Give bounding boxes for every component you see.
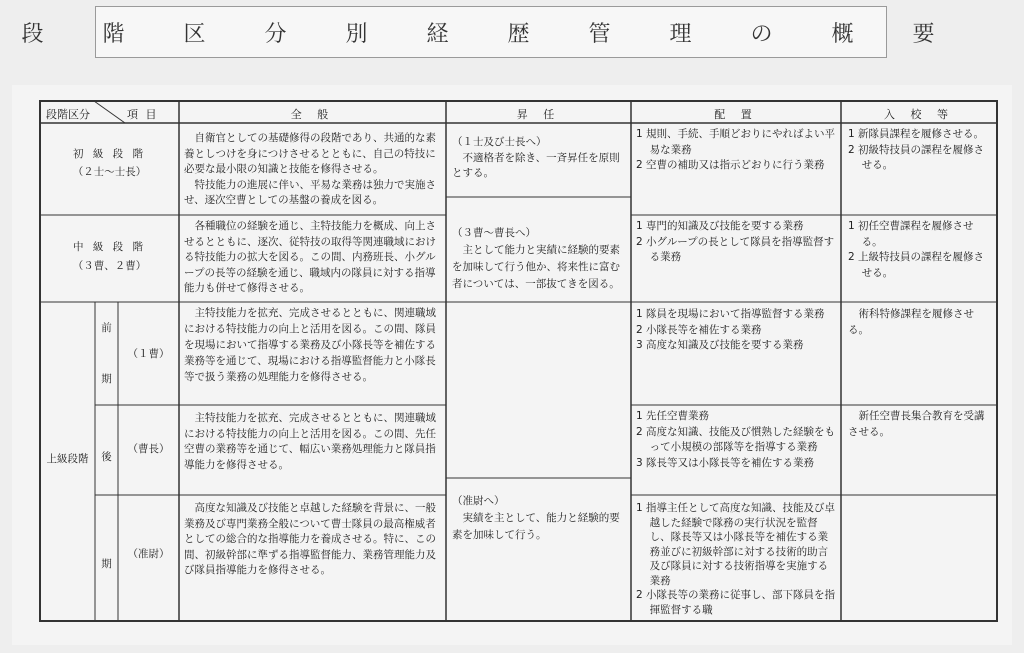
sgt1-general-p1: 主特技能力を拡充、完成させるとともに、関連職域における特技能力の向上と活用を図る。この間、隊員を現場において指導する業務及び小隊長等を補佐する業務等を通じて、現場における指導監督能力と小隊長等で扱う業務の処理能力を修得させる。 (184, 307, 436, 383)
sgt1-assignment-2: 2 小隊長等を補佐する業務 (636, 323, 762, 336)
header-promotion: 昇 任 (516, 108, 561, 121)
beginner-enrollment-1: 1 新隊員課程を履修させる。 (848, 128, 985, 140)
promotion-2-text: 主として能力と実績に経験的要素を加味して行う他か、将来性に富む者については、一部抜てきを図る。 (452, 244, 620, 290)
sgt1-assignment-1: 1 隊員を現場において指導監督する業務 (636, 308, 825, 320)
beginner-enrollment (848, 127, 993, 174)
sgtmajor-assignment-1: 1 先任空曹業務 (636, 410, 710, 422)
sgtmajor-rank: （曹長） (127, 443, 170, 455)
header-division: 段階区分 (46, 108, 90, 121)
wo-assignment-1: 1 指導主任として高度な知識、技能及び卓越した経験で隊務の実行状況を監督し、隊長等又は小隊長等を補佐する業務並びに初級幹部に対する技術的助言及び隊員に対する技術指導を実施する業務 (636, 502, 836, 587)
sgtmajor-general (184, 411, 442, 473)
beginner-stage-label: 初 級 段 階 (72, 148, 146, 160)
beginner-general-p2: 特技能力の進展に伴い、平易な業務は独力で実施させ、逐次空曹としての基盤の養成を図る。 (184, 178, 436, 206)
senior-late: 期 (101, 558, 112, 570)
beginner-general (184, 131, 442, 209)
sgtmajor-enrollment-1: 新任空曹長集合教育を受講させる。 (848, 410, 985, 438)
sgt1-enrollment-1: 術科特修課程を履修させる。 (848, 308, 974, 336)
promotion-2-head: （３曹～曹長へ） (452, 227, 536, 239)
senior-early-b: 期 (101, 373, 112, 385)
sgtmajor-enrollment (848, 409, 993, 440)
title-box (21, 6, 961, 58)
wo-general-p1: 高度な知識及び技能と卓越した経験を背景に、一般業務及び専門業務全般について曹士隊員の最高権威者としての総合的な指導能力を養成させる。特に、この間、初級幹部に準ずる指導監督能力、業務管理能力及び隊員指導能力を修得させる。 (184, 502, 436, 576)
wo-general (184, 501, 442, 579)
overview-table (12, 85, 1012, 645)
sgtmajor-assignment (636, 409, 836, 471)
sgt1-assignment-3: 3 高度な知識及び技能を要する業務 (636, 339, 804, 351)
beginner-assignment-1: 1 規則、手続、手順どおりにやればよい平易な業務 (636, 128, 836, 156)
intermediate-enrollment-1: 1 初任空曹課程を履修させる。 (848, 220, 974, 248)
beginner-ranks: （２士～士長） (72, 166, 147, 178)
sgt1-rank: （１曹） (127, 348, 170, 360)
intermediate-assignment-1: 1 専門的知識及び技能を要する業務 (636, 220, 804, 232)
sgt1-general (184, 305, 442, 385)
page-title: 段 階 区 分 別 経 歴 管 理 の 概 要 (21, 21, 961, 47)
sgtmajor-assignment-3: 3 隊長等又は小隊長等を補佐する業務 (636, 456, 815, 469)
promotion-1 (452, 135, 627, 182)
beginner-general-p1: 自衛官としての基礎修得の段階であり、共通的な素養としつけを身につけさせるとともに、自己の特技に必要な最小限の知識と技能を修得させる。 (184, 132, 436, 175)
intermediate-assignment (636, 219, 836, 266)
intermediate-assignment-2: 2 小グループの長として隊員を指導監督する業務 (636, 235, 835, 263)
intermediate-general-p1: 各種職位の経験を通じ、主特技能力を概成、向上させるとともに、逐次、従特技の取得等関連職域における特技能力の拡大を図る。この間、内務班長、小グループの長等の経験を通じ、職域内の隊員に対する指導能力も併せて修得させる。 (184, 220, 436, 294)
wo-assignment (636, 501, 836, 617)
header-assignment: 配 置 (714, 108, 758, 121)
promotion-1-text: 不適格者を除き、一斉昇任を原則とする。 (452, 151, 620, 179)
intermediate-general (184, 219, 442, 297)
promotion-2 (452, 225, 627, 293)
senior-mid: 後 (101, 451, 112, 463)
header-general: 全 般 (290, 108, 335, 121)
sgt1-enrollment (848, 307, 993, 338)
wo-assignment-2: 2 小隊長等の業務に従事し、部下隊員を指揮監督する職 (636, 589, 836, 616)
promotion-3-head: （准尉へ） (452, 495, 505, 507)
beginner-enrollment-2: 2 初級特技員の課程を履修させる。 (848, 143, 985, 171)
header-item: 項 目 (127, 108, 159, 121)
promotion-1-head: （１士及び士長へ） (452, 136, 547, 148)
promotion-3-text: 実績を主として、能力と経験的要素を加味して行う。 (452, 512, 620, 541)
intermediate-enrollment (848, 219, 993, 281)
senior-stage-label: 上級段階 (46, 453, 89, 465)
sgtmajor-general-p1: 主特技能力を拡充、完成させるとともに、関連職域における特技能力の向上と活用を図る。この間、先任空曹の業務等を通じて、幅広い業務処理能力と隊員指導能力を修得させる。 (184, 412, 436, 471)
header-enrollment: 入 校 等 (884, 108, 954, 121)
senior-early-a: 前 (101, 322, 112, 334)
beginner-assignment-2: 2 空曹の補助又は指示どおりに行う業務 (636, 159, 825, 171)
sgtmajor-assignment-2: 2 高度な知識、技能及び慣熟した経験をもって小規模の部隊等を指導する業務 (636, 425, 836, 453)
intermediate-enrollment-2: 2 上級特技員の課程を履修させる。 (848, 251, 985, 279)
beginner-assignment (636, 127, 836, 174)
intermediate-stage-label: 中 級 段 階 (72, 241, 146, 253)
promotion-3 (452, 493, 627, 544)
sgt1-assignment (636, 307, 836, 354)
intermediate-ranks: （３曹、２曹） (72, 260, 147, 272)
wo-rank: （准尉） (127, 548, 170, 560)
